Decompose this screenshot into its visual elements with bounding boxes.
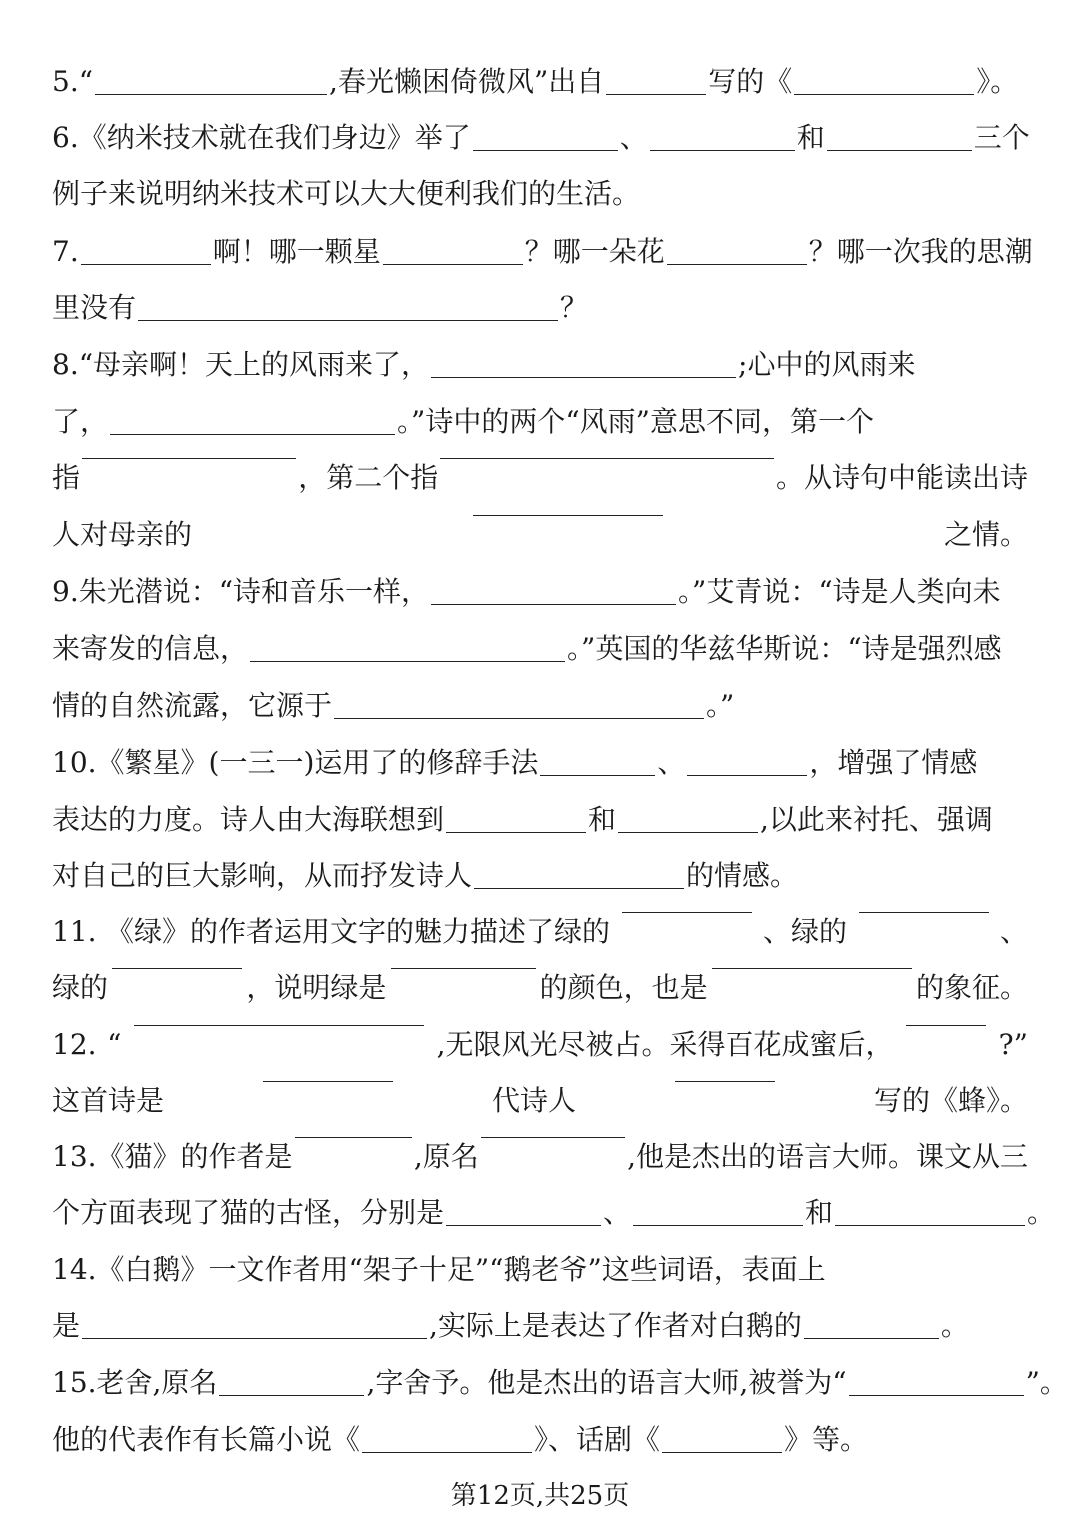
question-text: ，第二个指 [298,461,439,494]
answer-blank[interactable] [804,1338,939,1339]
question-number: 13. [52,1140,97,1173]
question-text: “ [107,1028,122,1061]
question-line [52,629,1028,669]
question-number: 12. [52,1028,97,1061]
question-text: ？哪一次我的思潮 [808,235,1033,268]
answer-blank[interactable] [675,1081,775,1082]
question-text: 《纳米技术就在我们身边》举了 [78,121,471,154]
question-text: “ [78,65,94,98]
question-text: 和 [796,121,825,154]
question-text: 老舍,原名 [96,1366,218,1399]
question-text: 。 [940,1309,969,1342]
question-line [52,1306,1028,1346]
question-text: 三个 [973,121,1030,154]
question-text: ;心中的风雨来 [738,348,916,381]
question-text: 》。 [976,65,1019,98]
answer-blank[interactable] [431,377,736,378]
question-text: 了， [52,405,109,438]
question-text: 他的代表作有长篇小说《 [52,1423,361,1456]
question-line [52,1193,1056,1233]
answer-blank[interactable] [618,832,758,833]
answer-blank[interactable] [481,1137,625,1138]
answer-blank[interactable] [827,150,972,151]
answer-blank[interactable] [667,264,807,265]
answer-blank[interactable] [431,604,676,605]
question-text: ？哪一朵花 [524,235,665,268]
answer-blank[interactable] [138,320,558,321]
question-text: ?” [998,1028,1028,1061]
question-text: 、 [657,746,686,779]
question-text: ,无限风光尽被占。采得百花成蜜后， [436,1028,894,1061]
question-text: 。”诗中的两个“风雨”意思不同，第一个 [397,405,874,438]
question-text: ,他是杰出的语言大师。课文从三 [627,1140,1028,1173]
question-line [52,232,1033,272]
question-text: ，增强了情感 [809,746,978,779]
question-text: 指 [52,461,81,494]
question-text: 绿的 [52,971,109,1004]
question-line [52,686,1028,726]
question-text: ,春光懒困倚微风”出自 [329,65,605,98]
answer-blank[interactable] [383,264,523,265]
question-text: 例子来说明纳米技术可以大大便利我们的生活。 [52,177,641,210]
answer-blank[interactable] [446,832,586,833]
answer-blank[interactable] [295,1137,412,1138]
question-text: 的象征。 [915,971,1028,1004]
question-text: 、 [619,121,648,154]
question-line [52,174,1028,214]
question-line [52,402,1028,442]
answer-blank[interactable] [250,661,565,662]
answer-blank[interactable] [662,1452,782,1453]
question-number: 14. [52,1253,97,1286]
answer-blank[interactable] [334,718,704,719]
question-line [52,856,1028,896]
answer-blank[interactable] [540,775,655,776]
question-line [52,1025,1028,1065]
page-footer: 第12页,共25页 [450,1481,630,1511]
question-number: 9. [52,575,79,608]
question-text: 、 [999,915,1028,948]
question-line [52,1363,1068,1403]
answer-blank[interactable] [712,968,912,969]
question-text: ”。 [1025,1366,1068,1399]
answer-blank[interactable] [112,968,242,969]
question-number: 7. [52,235,79,268]
question-line [52,345,1028,385]
question-text: 。”艾青说：“诗是人类向未 [678,575,1001,608]
question-text: 写的《蜂》。 [873,1084,1028,1117]
question-text: 个方面表现了猫的古怪，分别是 [52,1196,445,1229]
answer-blank[interactable] [81,264,211,265]
question-line [52,288,1028,328]
question-line [52,118,1028,158]
answer-blank[interactable] [95,94,327,95]
question-number: 5. [52,65,79,98]
answer-blank[interactable] [650,150,795,151]
question-text: 、 [603,1196,632,1229]
answer-blank[interactable] [622,912,752,913]
question-text: 、绿的 [763,915,848,948]
question-text: 。 [1027,1196,1056,1229]
question-text: ，说明绿是 [246,971,387,1004]
answer-blank[interactable] [82,458,296,459]
question-text: 《猫》的作者是 [96,1140,293,1173]
answer-blank[interactable] [849,1395,1024,1396]
question-text: 。” [706,689,735,722]
question-line [52,1081,1028,1121]
question-text: 和 [588,803,617,836]
question-text: 》等。 [784,1423,869,1456]
answer-blank[interactable] [473,150,618,151]
question-text: 朱光潜说：“诗和音乐一样， [78,575,430,608]
answer-blank[interactable] [606,94,706,95]
question-text: ,实际上是表达了作者对白鹅的 [429,1309,802,1342]
question-text: 《白鹅》一文作者用“架子十足”“鹅老爷”这些词语，表面上 [96,1253,826,1286]
question-text: 《繁星》(一三一)运用了的修辞手法 [96,746,539,779]
question-text: ？ [560,291,589,324]
question-text: 这首诗是 [52,1084,165,1117]
question-text: 来寄发的信息， [52,632,249,665]
question-text: 。”英国的华兹华斯说：“诗是强烈感 [567,632,1002,665]
question-text: ,以此来衬托、强调 [760,803,993,836]
answer-blank[interactable] [219,1395,364,1396]
question-line [52,515,1028,555]
question-text: 人对母亲的 [52,518,193,551]
answer-blank[interactable] [906,1025,986,1026]
question-line [52,912,1028,952]
question-line [52,968,1028,1008]
question-number: 10. [52,746,97,779]
question-number: 15. [52,1366,97,1399]
question-text: 代诗人 [491,1084,576,1117]
question-text: 之情。 [943,518,1028,551]
question-line [52,62,1028,102]
question-text: 是 [52,1309,81,1342]
question-text: 啊！哪一颗星 [212,235,381,268]
question-text: ,原名 [413,1140,479,1173]
answer-blank[interactable] [391,968,536,969]
question-line [52,1137,1028,1177]
answer-blank[interactable] [835,1225,1025,1226]
answer-blank[interactable] [794,94,974,95]
question-line [52,1250,1028,1290]
question-text: ,字舍予。他是杰出的语言大师,被誉为“ [366,1366,847,1399]
answer-blank[interactable] [110,434,395,435]
question-text: 》、话剧《 [534,1423,661,1456]
answer-blank[interactable] [859,912,989,913]
answer-blank[interactable] [633,1225,803,1226]
question-text: 。从诗句中能读出诗 [775,461,1028,494]
question-text: 《绿》的作者运用文字的魅力描述了绿的 [106,915,611,948]
question-text: 表达的力度。诗人由大海联想到 [52,803,445,836]
answer-blank[interactable] [263,1081,393,1082]
question-text: 写的《 [708,65,793,98]
answer-blank[interactable] [474,888,684,889]
question-number: 11. [52,915,97,948]
question-text: 的颜色，也是 [539,971,708,1004]
question-line [52,1420,1028,1460]
question-text: 的情感。 [686,859,799,892]
answer-blank[interactable] [134,1025,424,1026]
answer-blank[interactable] [687,775,807,776]
question-text: 情的自然流露，它源于 [52,689,333,722]
answer-blank[interactable] [440,458,774,459]
question-number: 6. [52,121,79,154]
answer-blank[interactable] [473,515,663,516]
question-number: 8. [52,348,79,381]
answer-blank[interactable] [446,1225,601,1226]
question-line [52,800,1028,840]
question-text: “母亲啊！天上的风雨来了， [78,348,430,381]
question-text: 和 [805,1196,834,1229]
question-line [52,743,1028,783]
question-line [52,572,1028,612]
answer-blank[interactable] [82,1338,427,1339]
question-text: 对自己的巨大影响，从而抒发诗人 [52,859,473,892]
question-text: 里没有 [52,291,137,324]
answer-blank[interactable] [362,1452,532,1453]
question-line [52,458,1028,498]
